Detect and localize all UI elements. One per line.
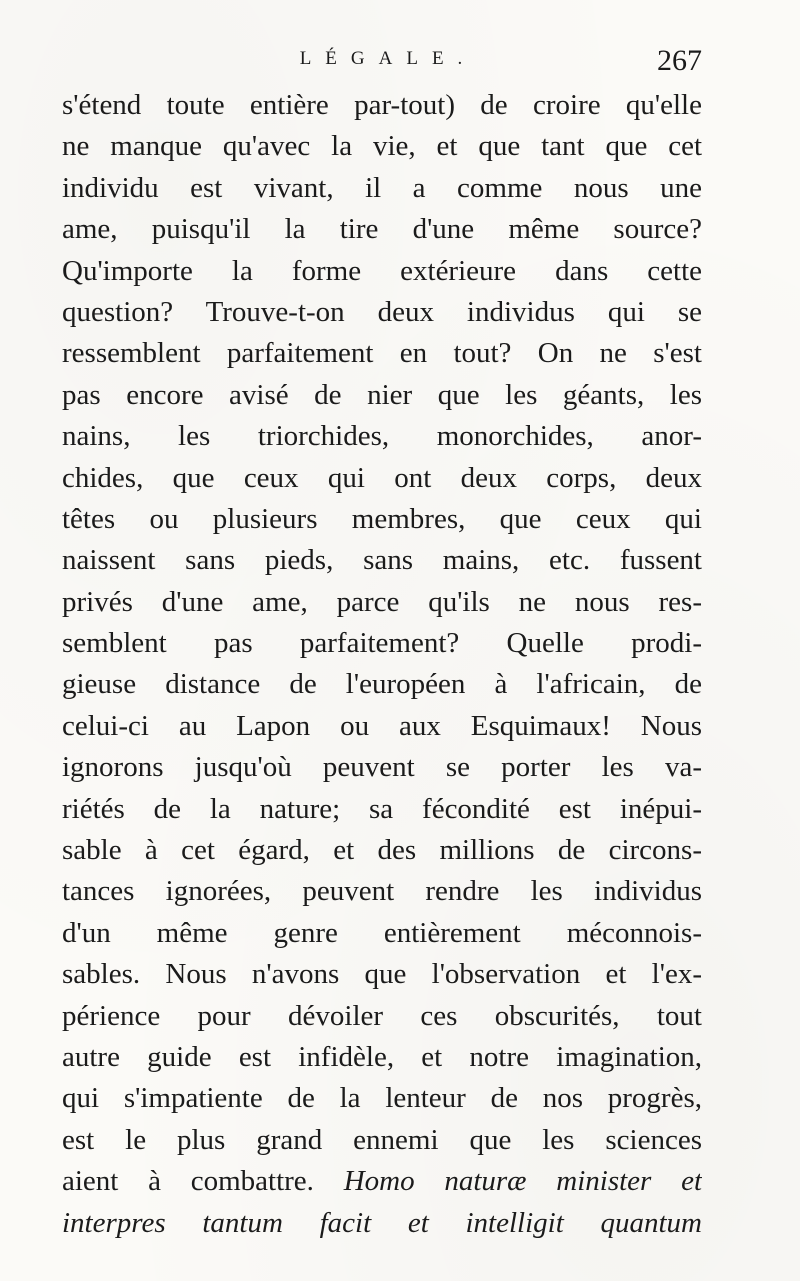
- text-roman: aient à combattre.: [62, 1165, 314, 1198]
- text-line: tances ignorées, peuvent rendre les individus: [62, 875, 702, 908]
- text-line: d'un même genre entièrement méconnois-: [62, 916, 702, 949]
- text-line: chides, que ceux qui ont deux corps, deux: [62, 461, 702, 494]
- text-line: autre guide est infidèle, et notre imagination,: [62, 1040, 702, 1073]
- page-number: 267: [657, 44, 702, 77]
- body-text: [62, 85, 702, 1244]
- text-line-mixed: [62, 1161, 702, 1202]
- text-line: ame, puisqu'il la tire d'une même source?: [62, 213, 702, 246]
- text-line: s'étend toute entière par-tout) de croire qu'elle: [62, 89, 702, 121]
- text-line: gieuse distance de l'européen à l'africain, de: [62, 668, 702, 701]
- text-line: sable à cet égard, et des millions de circons-: [62, 834, 702, 867]
- text-line: sables. Nous n'avons que l'observation et l'ex-: [62, 958, 702, 991]
- text-line: ressemblent parfaitement en tout? On ne s'est: [62, 337, 702, 370]
- page-header: [62, 44, 702, 84]
- running-head: LÉGALE.: [299, 48, 477, 69]
- text-line: qui s'impatiente de la lenteur de nos progrès,: [62, 1082, 702, 1115]
- text-line: est le plus grand ennemi que les sciences: [62, 1123, 702, 1156]
- text-line: riétés de la nature; sa fécondité est inépui-: [62, 792, 702, 825]
- text-line: ignorons jusqu'où peuvent se porter les va-: [62, 751, 702, 784]
- text-line-italic: [62, 1203, 702, 1244]
- text-line: individu est vivant, il a comme nous une: [62, 171, 702, 204]
- text-line: question? Trouve-t-on deux individus qui se: [62, 295, 702, 328]
- text-line: nains, les triorchides, monorchides, anor-: [62, 420, 702, 453]
- text-line: têtes ou plusieurs membres, que ceux qui: [62, 502, 702, 535]
- text-line: celui-ci au Lapon ou aux Esquimaux! Nous: [62, 709, 702, 742]
- latin-quote-continued: interpres tantum facit et intelligit quantum: [62, 1206, 702, 1239]
- latin-quote: Homo naturæ minister et: [343, 1165, 702, 1198]
- text-line: privés d'une ame, parce qu'ils ne nous res-: [62, 585, 702, 618]
- text-line: ne manque qu'avec la vie, et que tant que cet: [62, 130, 702, 163]
- text-line: Qu'importe la forme extérieure dans cette: [62, 254, 702, 287]
- text-line: périence pour dévoiler ces obscurités, tout: [62, 999, 702, 1032]
- text-line: naissent sans pieds, sans mains, etc. fussent: [62, 544, 702, 577]
- text-line: pas encore avisé de nier que les géants, les: [62, 378, 702, 411]
- text-line: semblent pas parfaitement? Quelle prodi-: [62, 627, 702, 660]
